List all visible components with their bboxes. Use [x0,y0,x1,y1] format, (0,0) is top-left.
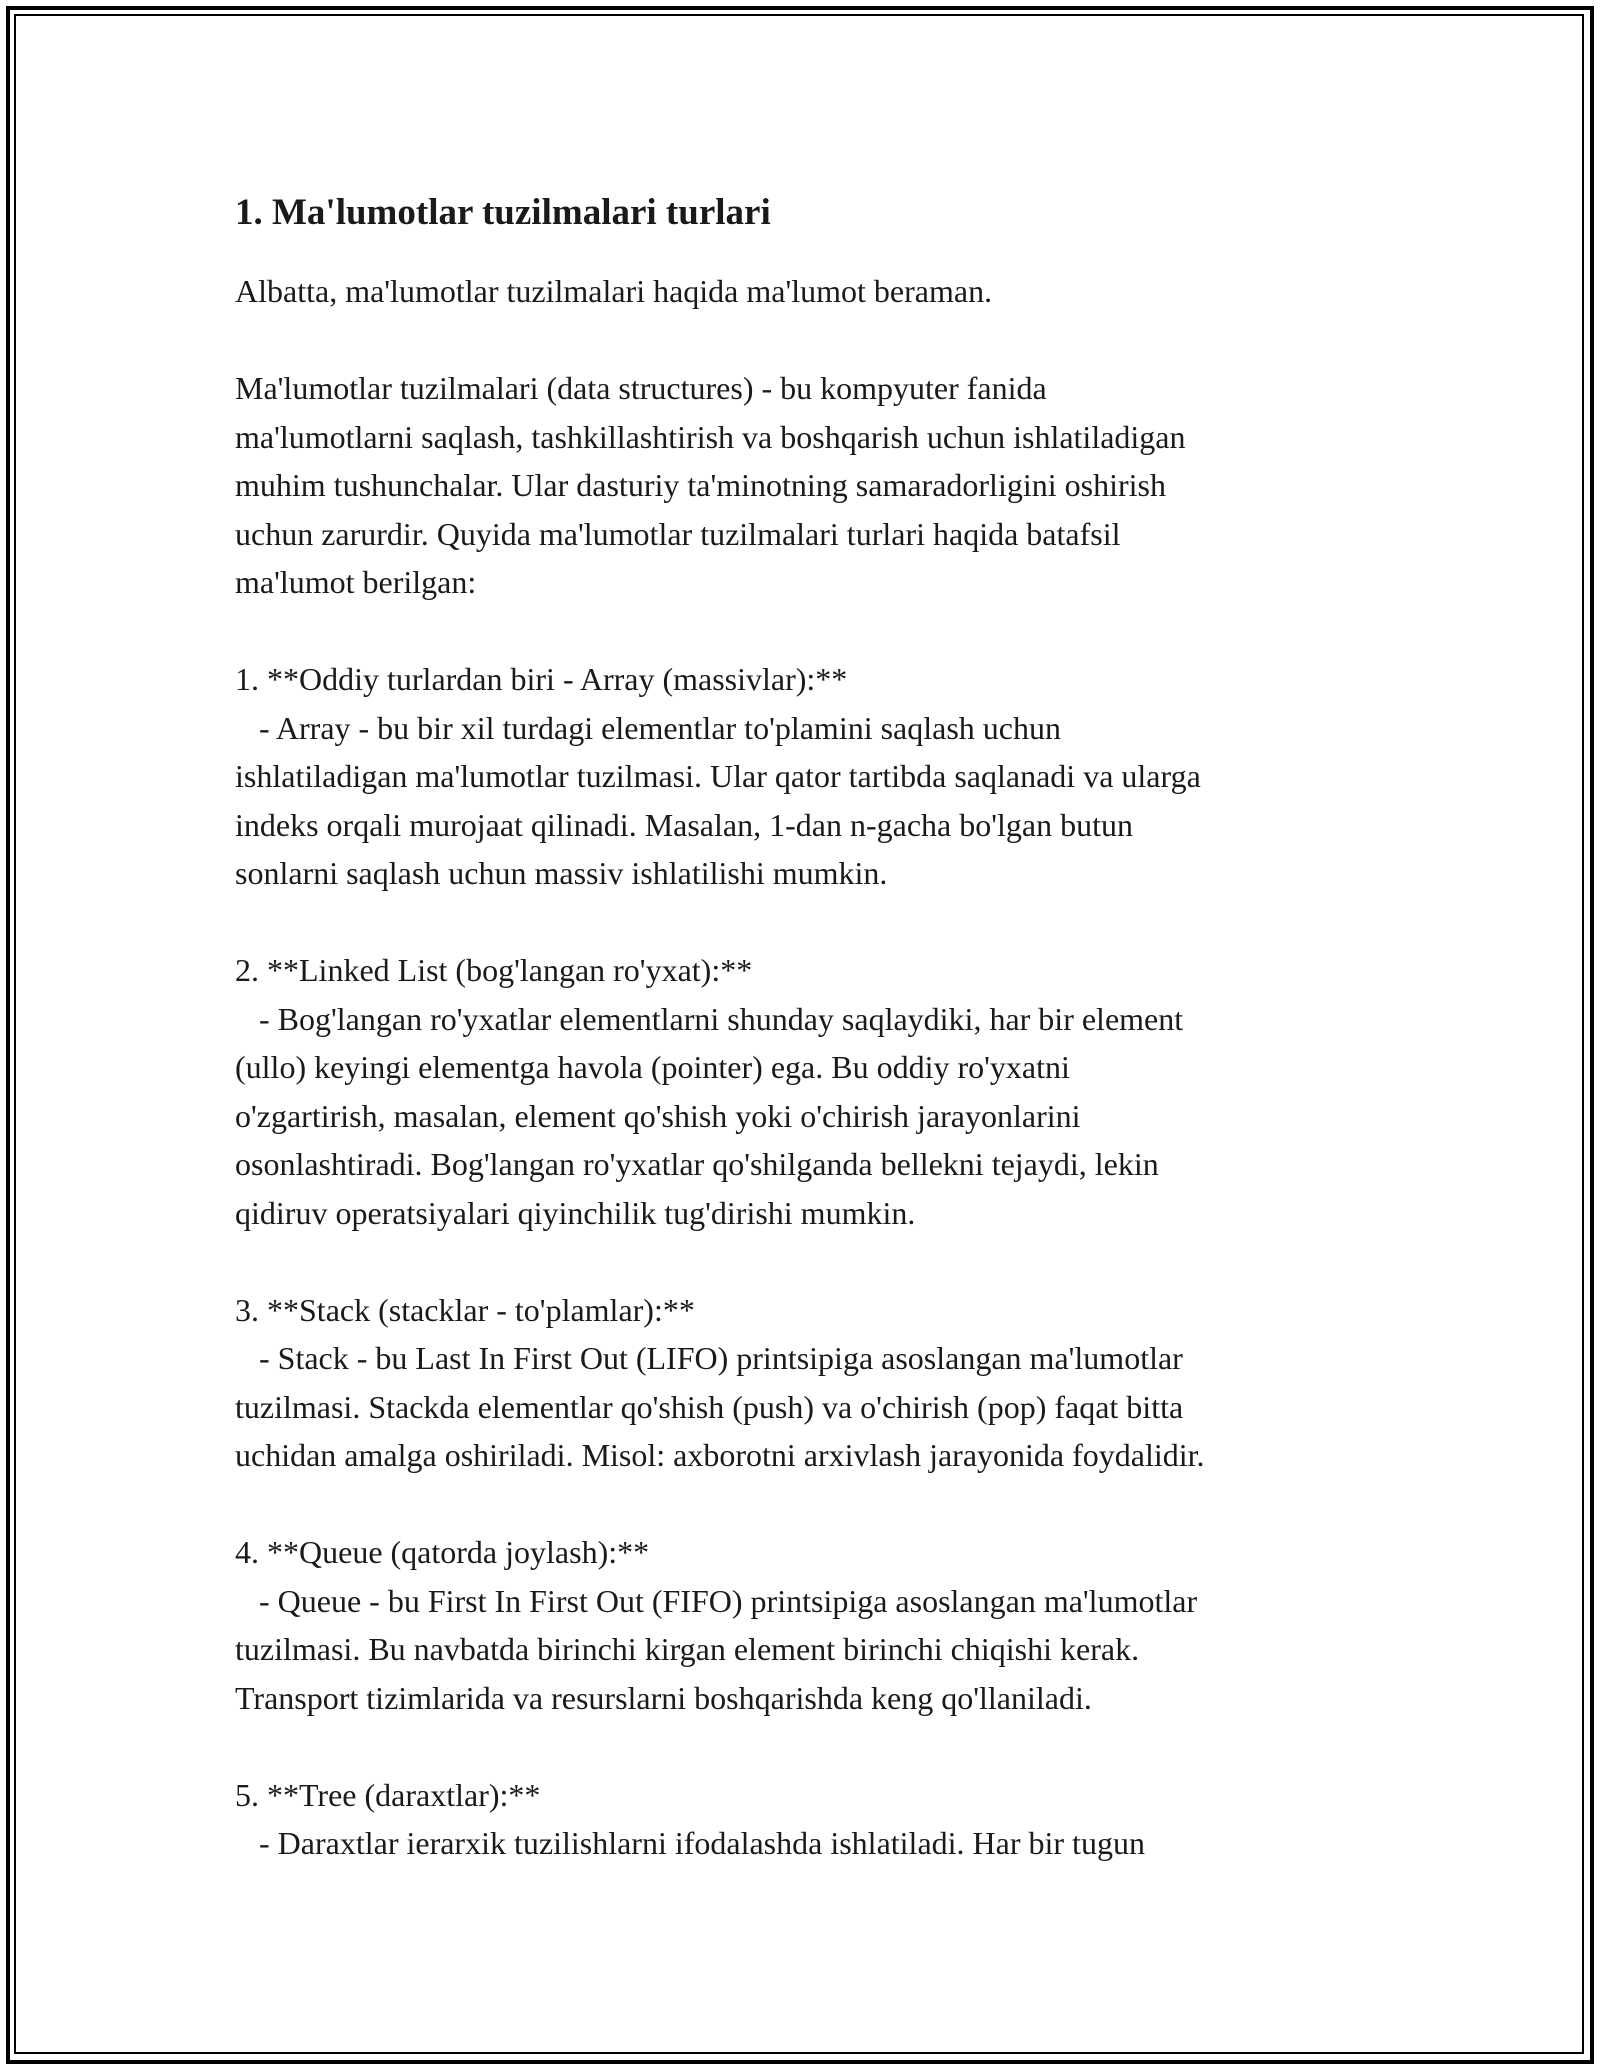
document-title: 1. Ma'lumotlar tuzilmalari turlari [235,192,771,233]
blank-line [235,1722,1385,1771]
blank-line [235,607,1385,656]
text-line: 4. **Queue (qatorda joylash):** [235,1534,650,1570]
text-line: ishlatiladigan ma'lumotlar tuzilmasi. Ular qator tartibda saqlanadi va ularga [235,758,1201,794]
document-page [235,185,1385,1868]
text-line: muhim tushunchalar. Ular dasturiy ta'minotning samaradorligini oshirish [235,467,1166,503]
text-line: o'zgartirish, masalan, element qo'shish yoki o'chirish jarayonlarini [235,1097,1081,1134]
text-line: tuzilmasi. Bu navbatda birinchi kirgan element birinchi chiqishi kerak. [235,1631,1140,1667]
blank-line [235,316,1385,365]
text-line: 3. **Stack (stacklar - to'plamlar):** [235,1291,695,1328]
document-body [235,267,1385,1868]
text-line: - Daraxtlar ierarxik tuzilishlarni ifodalashda ishlatiladi. Har bir tugun [235,1825,1145,1861]
text-line: tuzilmasi. Stackda elementlar qo'shish (push) va o'chirish (pop) faqat bitta [235,1388,1184,1425]
blank-line [235,1480,1385,1529]
text-line: ma'lumotlarni saqlash, tashkillashtirish va boshqarish uchun ishlatiladigan [235,418,1186,455]
text-line: uchun zarurdir. Quyida ma'lumotlar tuzilmalari turlari haqida batafsil [235,515,1121,552]
text-line: - Stack - bu Last In First Out (LIFO) printsipiga asoslangan ma'lumotlar [235,1340,1183,1376]
text-line: qidiruv operatsiyalari qiyinchilik tug'dirishi mumkin. [235,1194,916,1231]
text-line: ma'lumot berilgan: [235,564,477,600]
text-line: uchidan amalga oshiriladi. Misol: axborotni arxivlash jarayonida foydalidir. [235,1437,1205,1473]
text-line: - Array - bu bir xil turdagi elementlar to'plamini saqlash uchun [235,709,1061,746]
text-line: 2. **Linked List (bog'langan ro'yxat):** [235,952,753,988]
text-line: Albatta, ma'lumotlar tuzilmalari haqida ma'lumot beraman. [235,273,993,309]
blank-line [235,1237,1385,1286]
text-line: indeks orqali murojaat qilinadi. Masalan, 1-dan n-gacha bo'lgan butun [235,806,1133,843]
text-line: Transport tizimlarida va resurslarni boshqarishda keng qo'llaniladi. [235,1679,1092,1716]
text-line: - Bog'langan ro'yxatlar elementlarni shunday saqlaydiki, har bir element [235,1000,1184,1037]
text-line: sonlarni saqlash uchun massiv ishlatilishi mumkin. [235,855,888,891]
text-line: Ma'lumotlar tuzilmalari (data structures) - bu kompyuter fanida [235,370,1047,406]
text-line: 1. **Oddiy turlardan biri - Array (massivlar):** [235,661,848,697]
text-line: 5. **Tree (daraxtlar):** [235,1776,541,1813]
text-line: (ullo) keyingi elementga havola (pointer) ega. Bu oddiy ro'yxatni [235,1049,1070,1085]
blank-line [235,898,1385,947]
text-line: osonlashtiradi. Bog'langan ro'yxatlar qo'shilganda bellekni tejaydi, lekin [235,1146,1159,1182]
text-line: - Queue - bu First In First Out (FIFO) printsipiga asoslangan ma'lumotlar [235,1582,1198,1619]
